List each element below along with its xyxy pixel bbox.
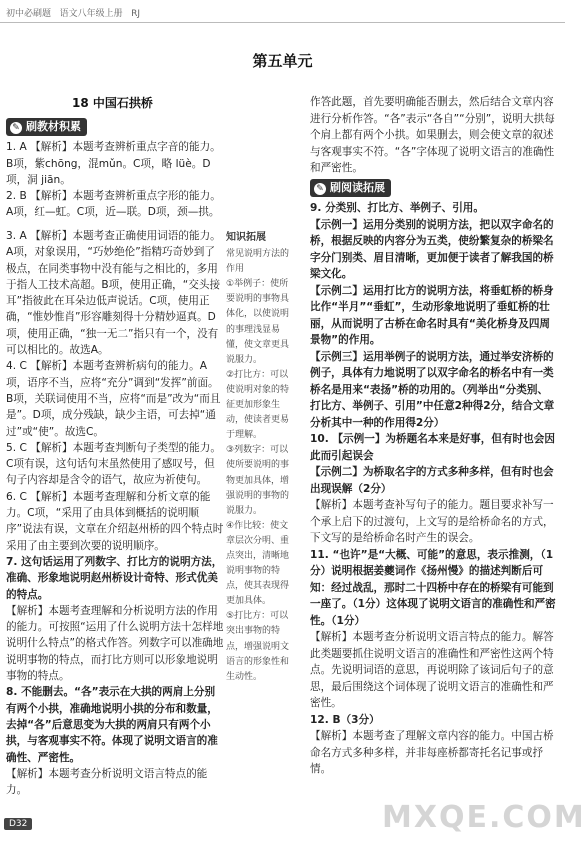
- page-header: [0, 0, 565, 28]
- pencil-icon: ✎: [10, 122, 22, 134]
- answer-q12: 12. B（3分）: [310, 713, 380, 726]
- notes-title: 知识拓展: [226, 232, 266, 243]
- analysis-q11: 【解析】本题考查分析说明文语言特点的能力。解答此类题要抓住说明文语言的准确性和严密性这两个特点。先说明词语的意思，再说明除了该词后句子的意思，最后围绕这个词体现了说明文语言的准确性和严密性。: [310, 631, 554, 709]
- header-divider: [0, 22, 565, 23]
- analysis-q8: 【解析】本题考查分析说明文语言特点的能力。: [6, 767, 208, 797]
- page-number: D32: [4, 818, 32, 830]
- answer-q10: 10. 【示例一】为桥题名本来是好事，但有时也会因此而引起误会: [310, 433, 555, 462]
- note-para: 常见说明方法的作用: [226, 249, 290, 275]
- note-para: ②打比方：可以使说明对象的特征更加形象生动，使读者更易于理解。: [226, 369, 290, 441]
- answer-para: 6. C 【解析】本题考查理解和分析文章的能力。C项，“采用了由具体到概括的说明顺序”说法有误，文章在介绍赵州桥的四个特点时采用了由主要到次要的说明顺序。: [6, 490, 224, 552]
- left-column: [6, 116, 224, 221]
- analysis-q10: 【解析】本题考查补写句子的能力。题目要求补写一个承上启下的过渡句，上文写的是给桥命名的方式，下文写的是给桥命名时产生的误会。: [310, 499, 554, 544]
- answer-para: 4. C 【解析】本题考查辨析病句的能力。A项，语序不当，应将“充分”调到“发挥”前面。B项，关联词使用不当，应将“而是”改为“而且是”。D项，成分残缺，缺少主语，可去掉“通过”或“使”。故选C。: [6, 360, 221, 438]
- unit-title: 第五单元: [252, 52, 313, 70]
- note-para: ③列数字：可以使所要说明的事物更加具体，增强说明的事物的说服力。: [226, 445, 290, 516]
- answer-para: 1. A 【解析】本题考查辨析重点字音的能力。B项，紫chōng，混mǔn。C项，略 lüè。D项，洞 jiān。: [6, 141, 221, 186]
- answer-para: 3. A 【解析】本题考查正确使用词语的能力。A项，对象误用，“巧妙绝伦”指精巧奇妙到了极点，在同类事物中没有能与之相比的，多用于指人工技术高超。B项，使用正确，“交头接耳”指彼此在耳朵边低声说话。C项，使用正确，“惟妙惟肖”形容雕刻得十分精妙逼真。D项，使用正确，“独一无二”指只有一个，没有可以相比的。故选A。: [6, 230, 221, 357]
- example-q9-2: 【示例二】运用打比方的说明方法，将垂虹桥的桥身比作“半月”“垂虹”，生动形象地说明了垂虹桥的壮丽，从而说明了古桥在命名时具有“美化桥身及四周景物”的作用。: [310, 284, 554, 346]
- knowledge-notes: [226, 230, 292, 685]
- analysis-q7: 【解析】本题考查理解和分析说明方法的作用的能力。可按照“运用了什么说明方法十怎样地说明什么特点”的格式作答。列数字可以准确地说明事物的特点，而打比方则可以形象地说明事物的特点。: [6, 604, 224, 683]
- book-icon: ✎: [314, 183, 326, 195]
- lesson-title: 18 中国石拱桥: [72, 96, 153, 110]
- note-para: ①举例子：使所要说明的事物具体化，以使说明的事理浅显易懂，使文章更具说服力。: [226, 279, 290, 365]
- answer-q11: 11. “也许”是“大概、可能”的意思，表示推测，（1分）说明根据姜夔词作《扬州慢》的描述判断后可知：经过战乱，那时二十四桥中存在的桥梁有可能到一座了。（1分）这体现了说明文语言的准确性和严密性。（1分）: [310, 548, 556, 627]
- answer-q7: 7. 这句话运用了列数字、打比方的说明方法，准确、形象地说明赵州桥设计奇特、形式优美的特点。: [6, 555, 223, 601]
- right-column: [310, 94, 556, 778]
- answer-q8: 8. 不能删去。“各”表示在大拱的两肩上分别有两个小拱，准确地说明小拱的分布和数量，去掉“各”后意思变为大拱的两肩只有两个小拱，与客观事实不符。体现了说明文语言的准确性、严密性。: [6, 686, 218, 764]
- section-tag-reading: ✎ 刷阅读拓展: [310, 179, 391, 198]
- analysis-q8-cont: 作答此题，首先要明确能否删去，然后结合文章内容进行分析作答。“各”表示“各自”“分别”，说明大拱每个肩上都有两个小拱。如果删去，则会使文章的叙述与客观事实不符。“各”字体现了说明文语言的准确性和严密性。: [310, 96, 555, 174]
- answer-q9: 9. 分类别、打比方、举例子、引用。: [310, 202, 484, 214]
- answer-para: 2. B 【解析】本题考查辨析重点字形的能力。A项，红—虹。C项，近—联。D项，颈—拱。: [6, 190, 221, 219]
- left-column-mid: [6, 228, 224, 798]
- example-q9-3: 【示例三】运用举例子的说明方法，通过举安济桥的例子，具体有力地说明了以双字命名的桥名中有一类桥名是用来“表扬”桥的功用的。（列举出“分类别、打比方、举例子、引用”中任意2种得2分，结合文章分析其中一种的作用得2分）: [310, 350, 555, 429]
- example-q10-2: 【示例二】为桥取名字的方式多种多样，但有时也会出现误解（2分）: [310, 466, 554, 495]
- section-tag-textbook: ✎ 刷教材积累: [6, 118, 87, 136]
- note-para: ④作比较：使文章层次分明、重点突出，清晰地说明事物的特点，使其表现得更加具体。: [226, 520, 290, 607]
- note-para: ⑤打比方：可以突出事物的特点，增强说明文语言的形象性和生动性。: [226, 611, 290, 682]
- answer-para: 5. C 【解析】本题考查判断句子类型的能力。C项有误，这句话句末虽然使用了感叹号，但句子内容却是含令的语气，故应为祈使句。: [6, 441, 221, 487]
- watermark: MXQE.COM: [382, 800, 586, 835]
- example-q9-1: 【示例一】运用分类别的说明方法，把以双字命名的桥，根据反映的内容分为五类，使纷繁复杂的桥梁名字分门别类、眉目清晰，更加便于读者了解我国的桥梁文化。: [310, 218, 554, 280]
- header-text: 初中必刷题 语文八年级上册 RJ: [6, 9, 141, 19]
- analysis-q12: 【解析】本题考查了理解文章内容的能力。中国古桥命名方式多种多样，并非每座桥都寄托名记事或抒情。: [310, 730, 554, 775]
